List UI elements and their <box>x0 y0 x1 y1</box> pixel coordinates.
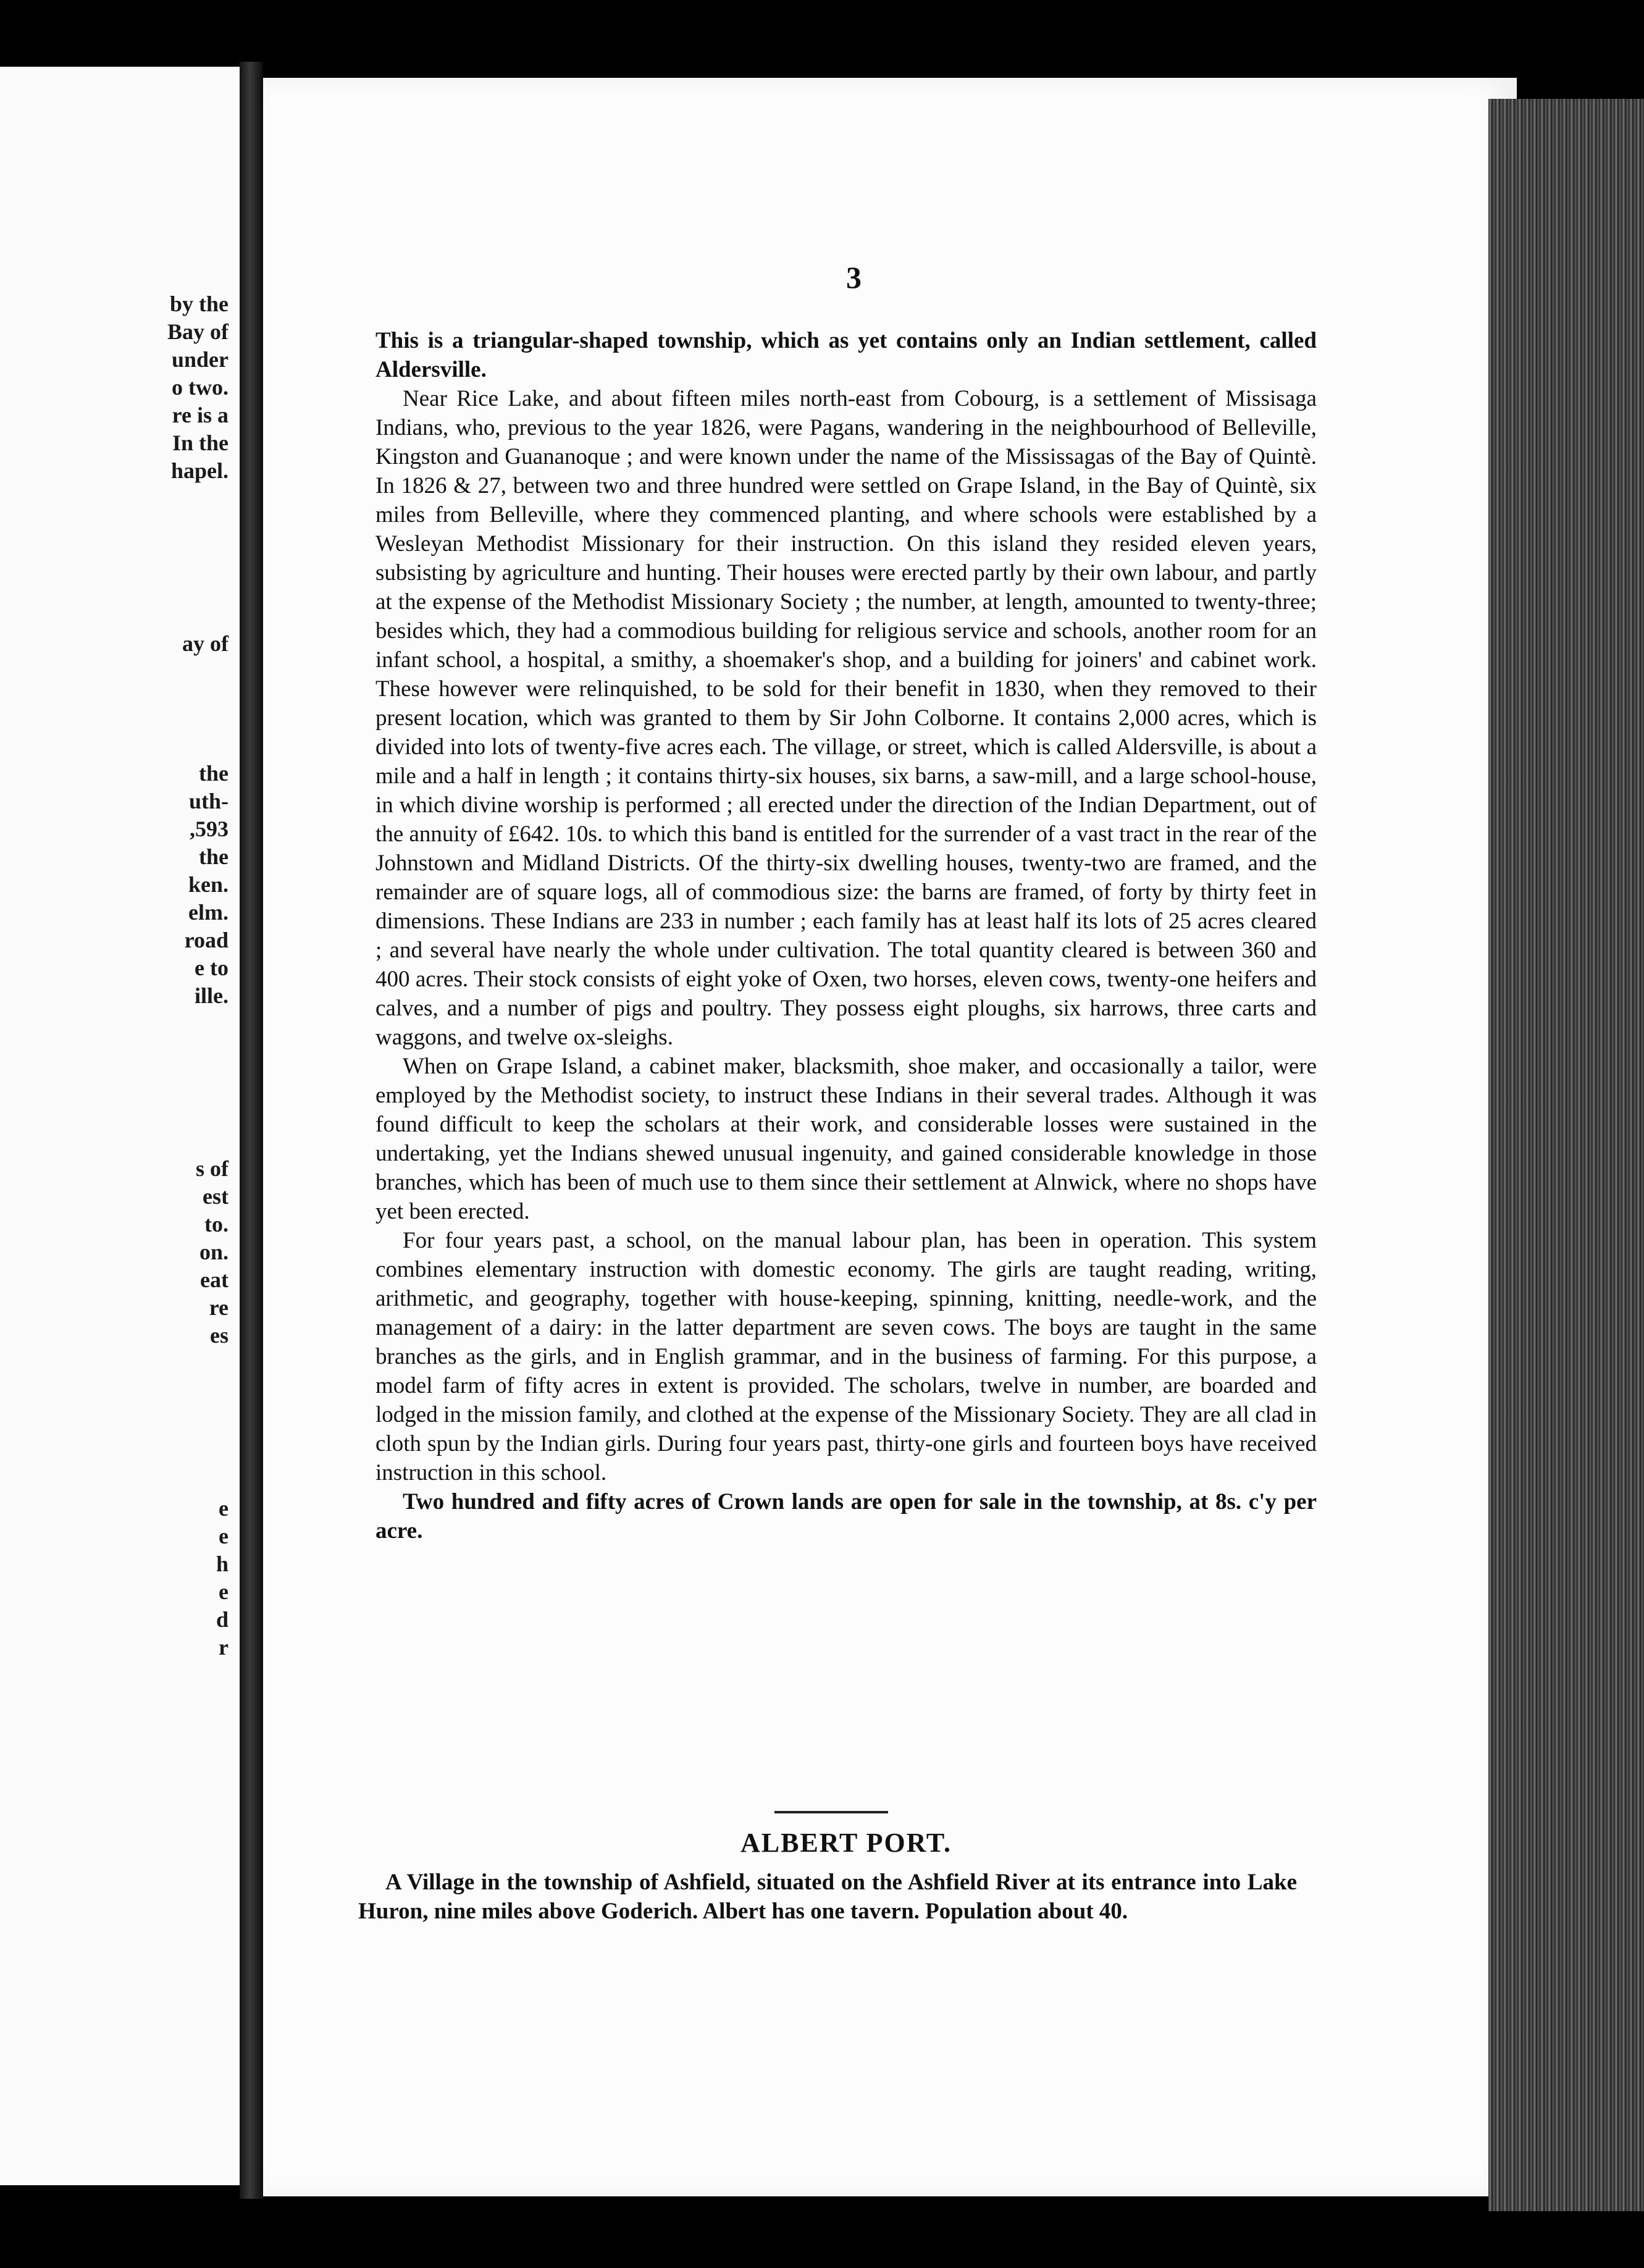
left-page-fragment: e <box>219 1579 229 1604</box>
left-page-fragment: s of <box>196 1156 229 1181</box>
paragraph-4: For four years past, a school, on the manual labour plan, has been in operation. This system combines elementary instruction with domestic economy. The girls are taught reading, writing, arithmetic, and geography, together with house-keeping, spinning, knitting, needle-work, and the management of a dairy: in the latter department are seven cows. The boys are taught in the same branches as the girls, and in English grammar, and in the business of farming. For this purpose, a model farm of fifty acres in extent is provided. The scholars, twelve in number, are boarded and lodged in the mission family, and clothed at the expense of the Missionary Society. They are all clad in cloth spun by the Indian girls. During four years past, thirty-one girls and fourteen boys have received instruction in this school. <box>375 1228 1317 1485</box>
left-page-fragment: Bay of <box>167 319 229 344</box>
left-page-fragment: e <box>219 1524 229 1548</box>
left-page-fragment: ay of <box>182 631 229 656</box>
left-page-fragment: In the <box>172 430 229 455</box>
left-page-fragment: r <box>219 1635 229 1660</box>
left-page-fragment: road <box>184 928 229 952</box>
left-page-fragment: re <box>209 1295 229 1320</box>
left-page <box>0 67 240 2185</box>
left-page-fragment: by the <box>169 292 229 316</box>
left-page-fragment: ille. <box>195 983 229 1008</box>
left-page-fragment: re is a <box>172 403 229 427</box>
left-page-fragment: e to <box>195 956 229 980</box>
left-page-fragment: d <box>216 1607 229 1632</box>
section-divider <box>774 1811 888 1813</box>
paragraph-3: When on Grape Island, a cabinet maker, blacksmith, shoe maker, and occasionally a tailor, were employed by the Methodist society, to instruct these Indians in their several trades. Although it was found difficult to keep the scholars at their work, and considerable losses were sustained in the undertaking, yet the Indians shewed unusual ingenuity, and gained considerable knowledge in those branches, which has been of much use to them since their settlement at Alnwick, where no shops have yet been erected. <box>375 1054 1317 1224</box>
left-page-fragment: ,593 <box>190 817 229 841</box>
left-page-fragment: to. <box>204 1212 229 1237</box>
left-page-fragment: hapel. <box>170 458 229 483</box>
paragraph-1: This is a triangular-shaped township, which as yet contains only an Indian settlement, called Aldersville. <box>375 328 1317 382</box>
left-page-fragment: e <box>219 1496 229 1521</box>
left-page-fragment: h <box>216 1552 229 1576</box>
left-page-fragment: o two. <box>172 375 229 400</box>
book-gutter <box>240 62 263 2199</box>
left-page-fragment: elm. <box>188 900 229 925</box>
section-title: ALBERT PORT. <box>740 1828 952 1858</box>
left-page-fragment: es <box>210 1323 229 1348</box>
section-text <box>358 1868 1297 1926</box>
left-page-fragment: ken. <box>188 872 229 897</box>
paragraph-2: Near Rice Lake, and about fifteen miles north-east from Cobourg, is a settlement of Missisaga Indians, who, previous to the year 1826, were Pagans, wandering in the neighbourhood of Belleville, Kingston and Guananoque ; and were known under the name of the Mississagas of the Bay of Quintè. In 1826 & 27, between two and three hundred were settled on Grape Island, in the Bay of Quintè, six miles from Belleville, where they commenced planting, and where schools were established by a Wesleyan Methodist Missionary for their instruction. On this island they resided eleven years, subsisting by agriculture and hunting. Their houses were erected partly by their own labour, and partly at the expense of the Methodist Missionary Society ; the number, at length, amounted to twenty-three; besides which, they had a commodious building for religious service and schools, another room for an infant school, a hospital, a smithy, a shoemaker's shop, and a building for joiners' and cabinet work. These however were relinquished, to be sold for their benefit in 1830, when they removed to their present location, which was granted to them by Sir John Colborne. It contains 2,000 acres, which is divided into lots of twenty-five acres each. The village, or street, which is called Aldersville, is about a mile and a half in length ; it contains thirty-six houses, six barns, a saw-mill, and a large school-house, in which divine worship is performed ; all erected under the direction of the Indian Department, out of the annuity of £642. 10s. to which this band is entitled for the surrender of a vast tract in the rear of the Johnstown and Midland Districts. Of the thirty-six dwelling houses, twenty-two are framed, and the remainder are of square logs, all of commodious size: the barns are framed, of forty by thirty feet in dimensions. These Indians are 233 in number ; each family has at least half its lots of 25 acres cleared ; and several have nearly the whole under cultivation. The total quantity cleared is between 360 and 400 acres. Their stock consists of eight yoke of Oxen, two horses, eleven cows, twenty-one heifers and calves, and a number of pigs and poultry. They possess eight ploughs, six harrows, three carts and waggons, and twelve ox-sleighs. <box>375 386 1317 1050</box>
left-page-fragment: uth- <box>188 789 229 813</box>
section-paragraph: A Village in the township of Ashfield, situated on the Ashfield River at its entrance into Lake Huron, nine miles above Goderich. Albert has one tavern. Population about 40. <box>358 1870 1297 1924</box>
left-page-fragment: under <box>171 347 229 372</box>
left-page-fragment: the <box>199 761 229 786</box>
left-page-fragment: the <box>199 844 229 869</box>
left-page-fragment: eat <box>200 1267 229 1292</box>
body-text <box>375 326 1317 1545</box>
page-number: 3 <box>846 260 862 295</box>
paragraph-5: Two hundred and fifty acres of Crown lands are open for sale in the township, at 8s. c'y per acre. <box>375 1489 1317 1544</box>
left-page-fragment: on. <box>199 1240 229 1264</box>
page-edges <box>1488 99 1644 2211</box>
left-page-fragment: est <box>203 1184 229 1209</box>
